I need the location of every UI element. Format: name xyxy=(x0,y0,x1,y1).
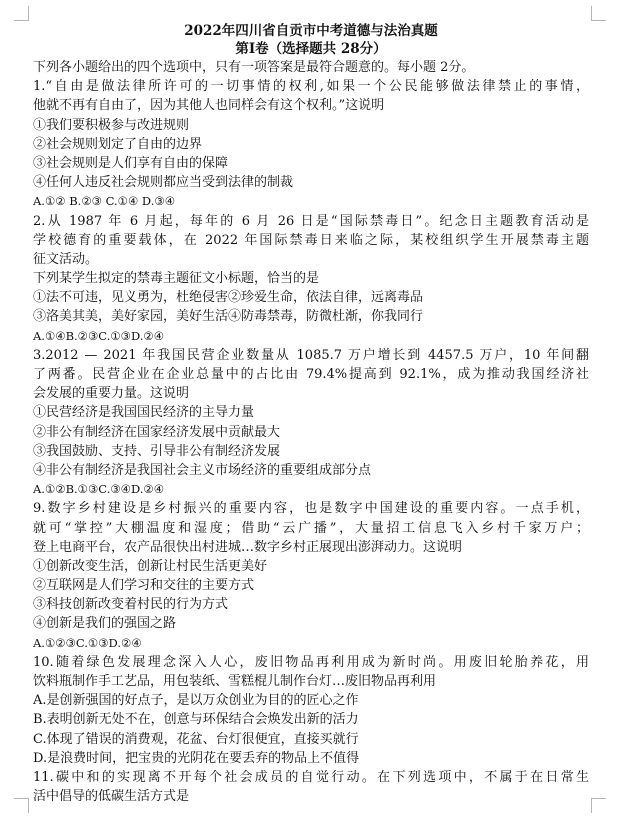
exam-title: 2022年四川省自贡市中考道德与法治真题 xyxy=(184,23,438,39)
q9-option: ①创新改变生活，创新让村民生活更美好 xyxy=(33,558,268,574)
q1-option: ①我们要积极参与改进规则 xyxy=(33,117,190,133)
q2-option: ①法不可违，见义勇为，杜绝侵害②珍爱生命，依法自律，远离毒品 xyxy=(33,290,424,306)
instructions: 下列各小题给出的四个选项中，只有一项答案是最符合题意的。每小题 2分。 xyxy=(33,60,475,75)
q1-answer-choices: A.①② B.②③ C.①④ D.③④ xyxy=(33,194,176,209)
q1-stem-line: 他就不再有自由了，因为其他人也同样会有这个权利。”这说明 xyxy=(33,98,385,114)
crop-mark-top-left xyxy=(14,6,29,21)
q3-option: ④非公有制经济是我国社会主义市场经济的重要组成部分点 xyxy=(33,462,372,478)
q9-stem-line: 9.数字乡村建设是乡村振兴的重要内容，也是数字中国建设的重要内容。一点手机， xyxy=(33,501,589,517)
q2-option: ③洛美其美，美好家园，美好生活④防毒禁毒，防微杜渐，你我同行 xyxy=(33,309,424,325)
q2-stem-line: 2.从 1987 年 6 月起，每年的 6 月 26 日是“国际禁毒日”。纪念日主题教育活动是 xyxy=(33,213,589,229)
q3-option: ③我国鼓励、支持、引导非公有制经济发展 xyxy=(33,443,281,459)
q11-stem-line: 11.碳中和的实现离不开每个社会成员的自觉行动。在下列选项中，不属于在日常生 xyxy=(33,769,589,785)
q2-stem-line: 下列某学生拟定的禁毒主题征文小标题，恰当的是 xyxy=(33,271,320,287)
section-title: 第Ⅰ卷（选择题共 28分） xyxy=(235,41,387,57)
q3-answer-choices: A.①②B.①③C.③④D.②④ xyxy=(33,482,165,497)
q9-stem-line: 登上电商平台，农产品很快出村进城…数字乡村正展现出澎湃动力。这说明 xyxy=(33,539,463,555)
q2-answer-choices: A.①④B.②③C.①③D.②④ xyxy=(33,328,165,343)
q11-stem-line: 活中倡导的低碳生活方式是 xyxy=(33,789,190,805)
q9-answer-choices: A.①②③C.①③D.②④ xyxy=(33,635,142,650)
q2-stem-line: 征文活动。 xyxy=(33,251,99,267)
q1-option: ②社会规则划定了自由的边界 xyxy=(33,136,203,152)
q10-option-b: B.表明创新无处不在，创意与环保结合会焕发出新的活力 xyxy=(33,712,359,728)
q10-stem-line: 10.随着绿色发展理念深入人心，废旧物品再利用成为新时尚。用废旧轮胎养花，用 xyxy=(33,654,589,670)
document-body xyxy=(33,22,589,806)
q3-stem-line: 3.2012 — 2021 年我国民营企业数量从 1085.7 万户增长到 4457.5 万户，10 年间翻 xyxy=(33,347,589,363)
q3-stem-line: 会发展的重要力量。这说明 xyxy=(33,386,190,402)
q2-stem-line: 学校德育的重要载体，在 2022 年国际禁毒日来临之际，某校组织学生开展禁毒主题 xyxy=(33,232,589,248)
crop-mark-bottom-right xyxy=(591,798,606,813)
crop-mark-bottom-left xyxy=(14,798,29,813)
q9-option: ②互联网是人们学习和交往的主要方式 xyxy=(33,578,255,594)
q9-option: ④创新是我们的强国之路 xyxy=(33,616,177,632)
q10-option-d: D.是浪费时间，把宝贵的光阴花在要丢弃的物品上不值得 xyxy=(33,750,360,766)
q1-option: ③社会规则是人们享有自由的保障 xyxy=(33,155,229,171)
q9-stem-line: 就可“掌控”大棚温度和湿度；借助“云广播”，大量招工信息飞入乡村千家万户； xyxy=(33,520,589,536)
q10-option-a: A.是创新强国的好点子，是以万众创业为目的的匠心之作 xyxy=(33,693,359,709)
q3-option: ②非公有制经济在国家经济发展中贡献最大 xyxy=(33,424,281,440)
q10-stem-line: 饮料瓶制作手工艺品，用包装纸、雪糕棍儿制作台灯…废旧物品再利用 xyxy=(33,674,437,689)
crop-mark-top-right xyxy=(591,6,606,21)
q1-stem-line: 1.“自由是做法律所许可的一切事情的权利,如果一个公民能够做法律禁止的事情， xyxy=(33,79,589,95)
q1-option: ④任何人违反社会规则都应当受到法律的制裁 xyxy=(33,175,294,191)
q3-option: ①民营经济是我国国民经济的主导力量 xyxy=(33,405,255,421)
q10-option-c: C.体现了错误的消费观，花盆、台灯很便宜，直接买就行 xyxy=(33,731,359,747)
q3-stem-line: 了两番。民营企业在企业总量中的占比由 79.4%提高到 92.1%，成为推动我国经济社 xyxy=(33,367,589,382)
q9-option: ③科技创新改变着村民的行为方式 xyxy=(33,597,229,613)
